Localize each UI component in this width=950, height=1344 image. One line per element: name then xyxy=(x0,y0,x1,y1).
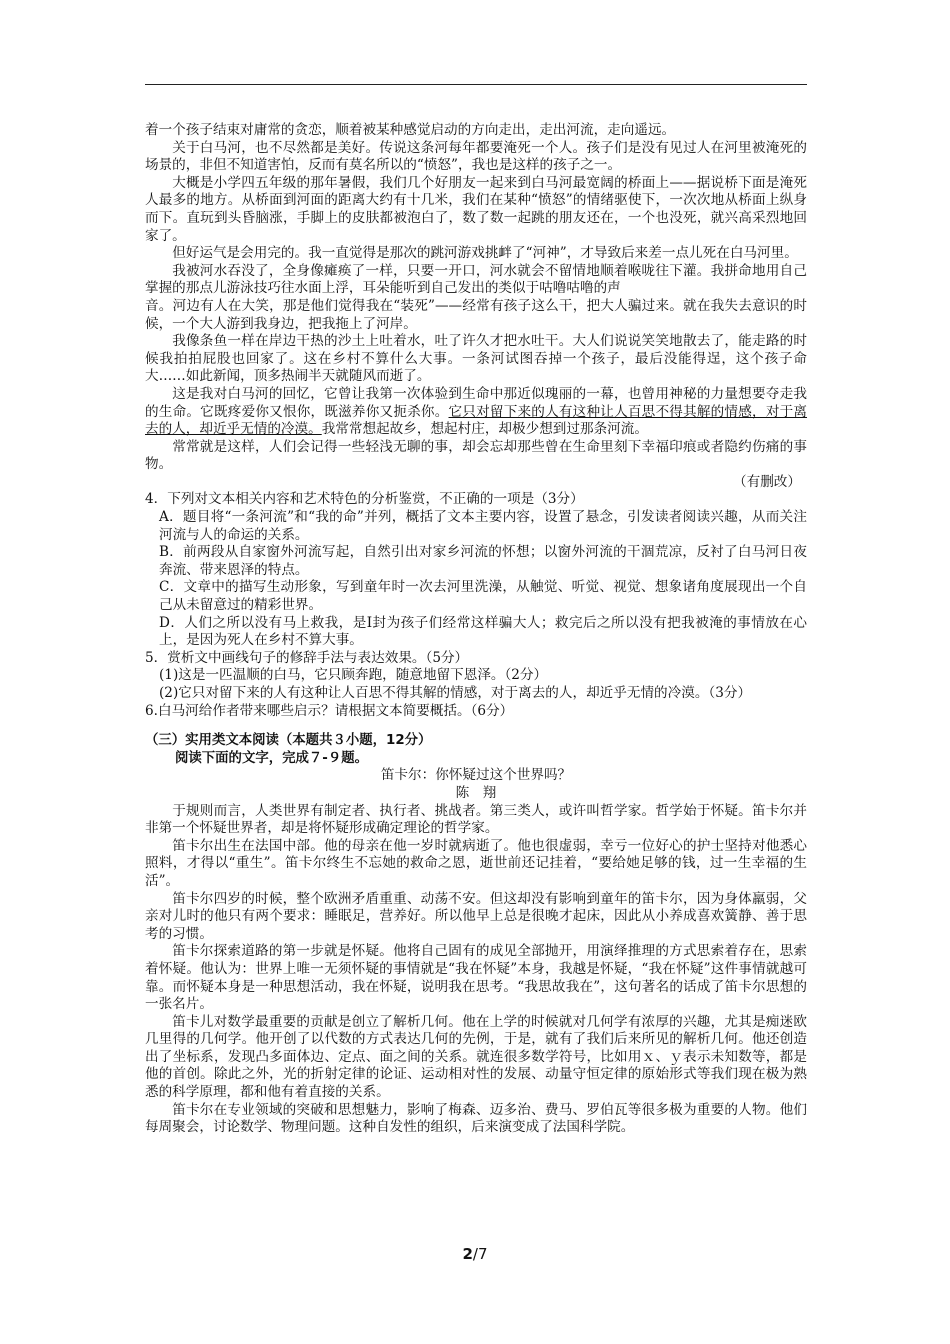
passage-paragraph: 我像条鱼一样在岸边干热的沙土上吐着水，吐了许久才把水吐干。大人们说说笑笑地散去了，能走路的时候我拍拍屁股也回家了。这在乡村不算什么大事。一条河试图吞掉一个孩子，最后没能得逞，这个孩子命大……如此新闻，顶多热闹半天就随风而逝了。 xyxy=(145,333,807,385)
header-rule xyxy=(145,84,807,85)
question-5: 5．赏析文中画线句子的修辞手法与表达效果。（5分） xyxy=(145,649,469,666)
passage-paragraph: 关于白马河，也不尽然都是美好。传说这条河每年都要淹死一个人。孩子们是没有见过人在河里被淹死的场景的，非但不知道害怕，反而有莫名所以的“愤怒”，我也是这样的孩子之一。 xyxy=(145,139,807,174)
passage-paragraph: 我被河水吞没了，全身像瘫痪了一样，只要一开口，河水就会不留情地顺着喉咙往下灌。我拼命地用自己掌握的那点儿游泳技巧往水面上浮，耳朵能听到自己发出的类似于咕噜咕噜的声 xyxy=(145,262,807,297)
article-paragraph: 笛卡尔探索道路的第一步就是怀疑。他将自己固有的成见全部抛开，用演绎推理的方式思索着存在，思索着怀疑。他认为：世界上唯一无须怀疑的事情就是“我在怀疑”本身，我越是怀疑，“我在怀疑”这件事情就越可靠。而怀疑本身是一种思想活动，我在怀疑，说明我在思考。“我思故我在”，这句著名的话成了笛卡尔思想的一张名片。 xyxy=(145,943,807,1013)
passage-paragraph: 音。河边有人在大笑，那是他们觉得我在“装死”——经常有孩子这么干，把大人骗过来。就在我失去意识的时候，一个大人游到我身边，把我拖上了河岸。 xyxy=(145,297,807,332)
document-body xyxy=(145,122,807,1137)
page-current: 2 xyxy=(462,1245,473,1263)
article-paragraph: 笛卡儿对数学最重要的贡献是创立了解析几何。他在上学的时候就对几何学有浓厚的兴趣，尤其是痴迷欧几里得的几何学。他开创了以代数的方式表达几何的先例，于是，就有了我们后来所见的解析几何。他还创造出了坐标系，发现凸多面体边、定点、面之间的关系。就连很多数学符号，比如用ｘ、ｙ表示未知数等，都是他的首创。除此之外，光的折射定律的论证、运动相对性的发展、动量守恒定律的原始形式等我们现在极为熟悉的科学原理，都和他有着直接的关系。 xyxy=(145,1013,807,1101)
question-4: 4．下列对文本相关内容和艺术特色的分析鉴赏，不正确的一项是（3分） xyxy=(145,491,584,508)
article-paragraph: 笛卡尔在专业领域的突破和思想魅力，影响了梅森、迈多治、费马、罗伯瓦等很多极为重要的人物。他们每周聚会，讨论数学、物理问题。这种自发性的组织，后来演变成了法国科学院。 xyxy=(145,1101,807,1136)
passage-paragraph: 大概是小学四五年级的那年暑假，我们几个好朋友一起来到白马河最宽阔的桥面上——据说桥下面是淹死人最多的地方。从桥面到河面的距离大约有十几米，我们在某种“愤怒”的情绪驱使下，一次次地从桥面上纵身而下。直玩到头昏脑涨，手脚上的皮肤都被泡白了，数了数一起跳的朋友还在，一个也没死，就兴高采烈地回家了。 xyxy=(145,174,807,244)
article-paragraph: 笛卡尔四岁的时候，整个欧洲矛盾重重、动荡不安。但这却没有影响到童年的笛卡尔，因为身体羸弱，父亲对儿时的他只有两个要求：睡眠足，营养好。所以他早上总是很晚才起床，因此从小养成喜欢簧静、善于思考的习惯。 xyxy=(145,890,807,942)
edit-note: （有删改） xyxy=(733,473,801,490)
underlined-sentence: 它只对留下来的人有这种让人百思不得其解的情感，对于离去的人，却近乎无情的冷漠。 xyxy=(145,403,808,438)
section-heading: （三）实用类文本阅读（本题共３小题，12分） xyxy=(145,733,432,749)
passage-text: 我常常想起故乡，想起村庄，却极少想到过那条河流。 xyxy=(321,421,648,438)
article-paragraph: 笛卡尔出生在法国中部。他的母亲在他一岁时就病逝了。他也很虚弱，幸亏一位好心的护士坚持对他悉心照料，才得以“重生”。笛卡尔终生不忘她的救命之恩，逝世前还记挂着，“要给她足够的钱，过一生幸福的生活”。 xyxy=(145,837,807,889)
passage-paragraph: 但好运气是会用完的。我一直觉得是那次的跳河游戏挑衅了“河神”，才导致后来差一点儿死在白马河里。 xyxy=(172,245,798,262)
question-6: 6.白马河给作者带来哪些启示？请根据文本简要概括。（6分） xyxy=(145,702,514,719)
passage-paragraph xyxy=(145,386,807,439)
passage-paragraph: 着一个孩子结束对庸常的贪恋，顺着被某种感觉启动的方向走出，走出河流，走向遥远。 xyxy=(145,122,676,138)
question-4-option-d: D．人们之所以没有马上救我，是Ⅰ封为孩子们经常这样骗大人；救完后之所以没有把我被淹的事情放在心上，是因为死人在乡村不算大事。 xyxy=(159,614,807,649)
page-separator: / xyxy=(472,1245,478,1263)
question-5-part-1: (1)这是一匹温顺的白马，它只顾奔跑，随意地留下恩泽。（2分） xyxy=(159,667,548,684)
article-paragraph: 于规则而言，人类世界有制定者、执行者、挑战者。第三类人，或许叫哲学家。哲学始于怀疑。笛卡尔并非第一个怀疑世界者，却是将怀疑形成确定理论的哲学家。 xyxy=(145,802,807,837)
passage-text: 这是我对白马河的回忆，它曾让我第一次体验到生命中那近似瑰丽的一幕，也曾用神秘的力量想要夺走我的生命。它既疼爱你又恨你，既滋养你又扼杀你。 xyxy=(145,385,807,420)
question-4-option-b: B．前两段从自家窗外河流写起，自然引出对家乡河流的怀想；以窗外河流的干涸荒凉，反衬了白马河日夜奔流、带来恩泽的特点。 xyxy=(159,544,807,578)
question-4-option-c: C．文章中的描写生动形象，写到童年时一次去河里洗澡，从触觉、听觉、视觉、想象诸角度展现出一个自己从未留意过的精彩世界。 xyxy=(159,579,807,614)
question-5-part-2: (2)它只对留下来的人有这种让人百思不得其解的情感，对于离去的人，却近乎无情的冷漠。（3分） xyxy=(159,685,752,701)
section-instruction: 阅读下面的文字，完成７-９题。 xyxy=(175,750,369,766)
passage-paragraph: 常常就是这样，人们会记得一些轻浅无聊的事，却会忘却那些曾在生命里刻下幸福印痕或者隐约伤痛的事物。 xyxy=(145,438,807,473)
page-total: 7 xyxy=(477,1245,488,1263)
page-number xyxy=(0,1245,950,1263)
article-title: 笛卡尔：你怀疑过这个世界吗？ xyxy=(380,767,572,784)
article-author: 陈 翔 xyxy=(455,784,497,801)
question-4-option-a: A．题目将“一条河流”和“我的命”并列，概括了文本主要内容，设置了悬念，引发读者阅读兴趣，从而关注河流与人的命运的关系。 xyxy=(159,509,807,543)
